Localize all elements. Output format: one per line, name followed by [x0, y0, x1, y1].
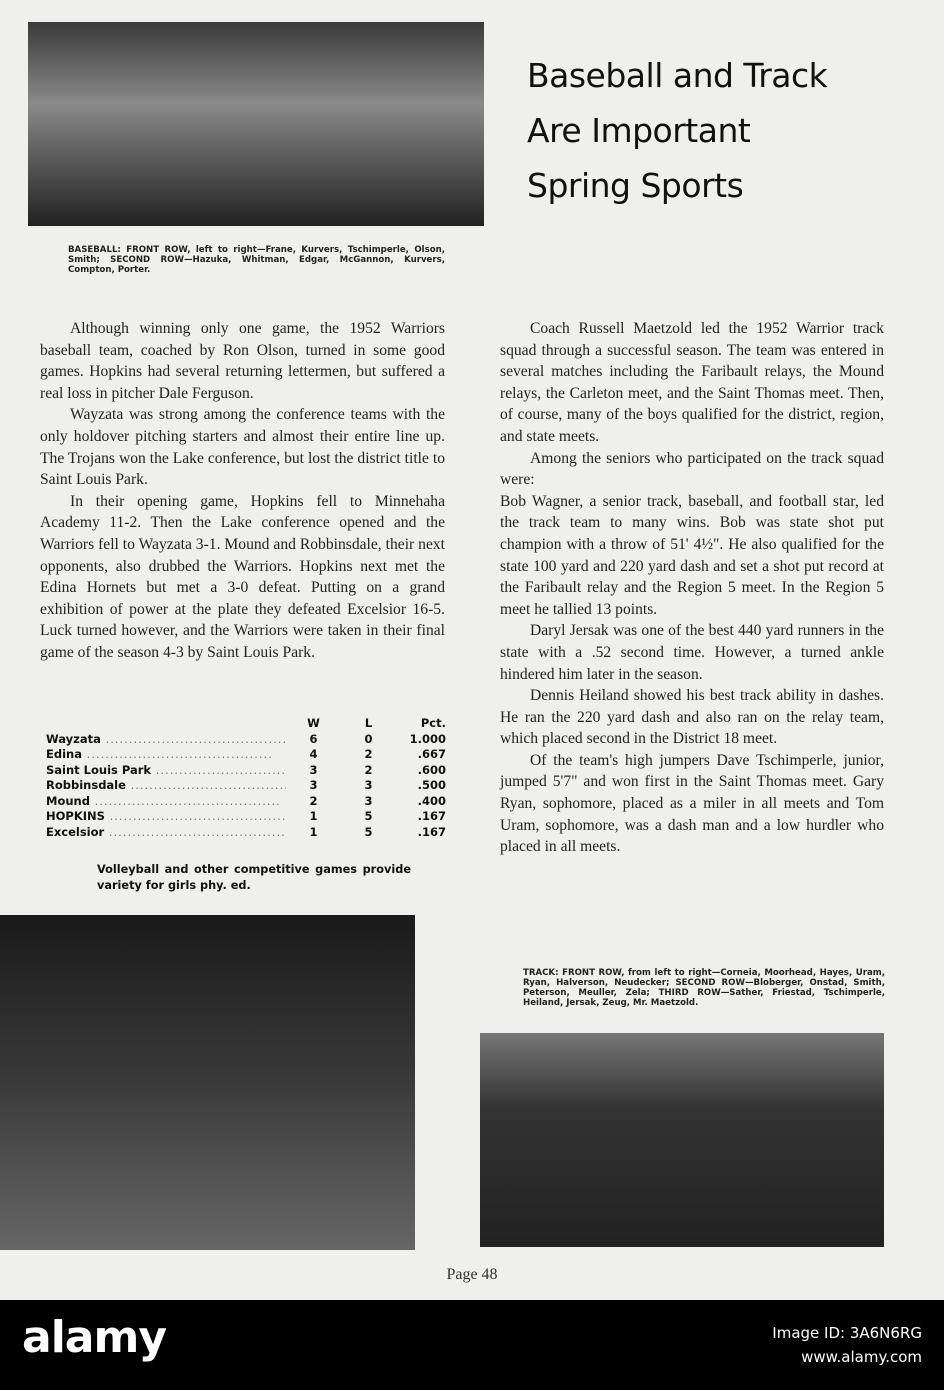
- paragraph: Wayzata was strong among the conference teams with the only holdover pitching starters and almost their entire line up. The Trojans won the Lake conference, but lost the district title to Saint Louis Park.: [40, 406, 445, 489]
- standings-table: [46, 716, 446, 840]
- cell-pct: 1.000: [409, 731, 446, 746]
- title-line: Baseball and Track: [527, 56, 828, 95]
- cell-w: 2: [309, 793, 318, 808]
- cell-team: Excelsior .....: [46, 825, 286, 841]
- title-line: Are Important: [527, 111, 751, 150]
- cell-w: 1: [309, 809, 318, 823]
- alamy-logo: alamy: [22, 1312, 166, 1363]
- page-number: Page 48: [446, 1266, 498, 1283]
- table-row: [46, 809, 446, 825]
- image-id: Image ID: 3A6N6RG: [772, 1324, 922, 1342]
- paragraph: Bob Wagner, a senior track, baseball, and football star, led the track team to many wins. Bob was state shot put champion with a throw of 51' 4½". He also qualified for the state 100 yard and 220 yard dash and set a shot put record at the Faribault relay and the Region 5 meet. In the Region 5 meet he tallied 13 points.: [500, 492, 884, 618]
- paragraph: Coach Russell Maetzold led the 1952 Warrior track squad through a successful season. The team was entered in several matches including the Faribault relays, the Mound relays, the Carleton meet, and the Saint Thomas meet. Then, of course, many of the boys qualified for the district, region, and state meets.: [500, 320, 884, 445]
- table-row: [46, 825, 446, 841]
- cell-team: Mound .....: [46, 794, 286, 810]
- cell-w: 1: [309, 824, 318, 839]
- paragraph: Although winning only one game, the 1952 Warriors baseball team, coached by Ron Olson, turned in some good games. Hopkins had several returning lettermen, but suffered a real loss in pitcher Dale Ferguson.: [40, 320, 445, 402]
- paragraph: In their opening game, Hopkins fell to Minnehaha Academy 11-2. Then the Lake conference opened and the Warriors fell to Wayzata 3-1. Mound and Robbinsdale, their next opponents, also drubbed the Warriors. Hopkins next met the Edina Hornets but met a 3-0 defeat. Putting on a grand exhibition of power at the plate they defeated Excelsior 16-5. Luck turned however, and the Warriors were taken in their final game of the season 4-3 by Saint Louis Park.: [40, 492, 445, 661]
- cell-l: 5: [364, 809, 373, 823]
- track-article: [500, 318, 884, 858]
- header-pct: Pct.: [420, 716, 446, 730]
- stock-watermark-banner: [0, 1300, 944, 1390]
- cell-team: Robbinsdale .....: [46, 778, 286, 794]
- cell-team: Saint Louis Park .....: [46, 763, 286, 779]
- cell-pct: .600: [417, 762, 446, 777]
- paragraph: Dennis Heiland showed his best track ability in dashes. He ran the 220 yard dash and also ran on the relay team, which placed second in the District 18 meet.: [500, 687, 884, 748]
- page-title: [527, 48, 827, 213]
- cell-team: Wayzata .....: [46, 732, 286, 748]
- cell-l: 2: [364, 747, 373, 761]
- volleyball-photo: [0, 915, 415, 1250]
- cell-w: 3: [309, 762, 318, 777]
- paragraph: Daryl Jersak was one of the best 440 yard runners in the state with a .52 second time. However, a turned ankle hindered him later in the season.: [500, 622, 884, 683]
- cell-pct: .167: [417, 824, 446, 839]
- baseball-article: [40, 318, 445, 664]
- cell-pct: .500: [417, 778, 446, 792]
- title-line: Spring Sports: [527, 166, 744, 205]
- header-w: W: [307, 716, 320, 730]
- volleyball-caption: Volleyball and other competitive games provide variety for girls phy. ed.: [97, 863, 411, 892]
- cell-w: 3: [309, 778, 318, 792]
- baseball-caption: BASEBALL: FRONT ROW, left to right—Frane, Kurvers, Tschimperle, Olson, Smith; SECOND ROW—Hazuka, Whitman, Edgar, McGannon, Kurvers, Compton, Porter.: [68, 245, 445, 275]
- cell-l: 2: [364, 762, 373, 777]
- cell-pct: .167: [417, 809, 446, 823]
- table-row: [46, 778, 446, 794]
- site-url: www.alamy.com: [801, 1348, 922, 1366]
- table-row: [46, 732, 446, 748]
- cell-l: 5: [364, 824, 373, 839]
- track-caption: TRACK: FRONT ROW, from left to right—Corneia, Moorhead, Hayes, Uram, Ryan, Halverson, Neudecker; SECOND ROW—Bloberger, Onstad, Smith, Peterson, Meuller, Zela; THIRD ROW—Sather, Friestad, Tschimperle, Heiland, Jersak, Zeug, Mr. Maetzold.: [523, 968, 885, 1008]
- table-row: [46, 763, 446, 779]
- cell-l: 3: [364, 793, 373, 808]
- paragraph: Among the seniors who participated on the track squad were:: [500, 449, 884, 489]
- track-team-photo: [480, 1033, 884, 1247]
- cell-team: Edina .....: [46, 747, 286, 763]
- cell-pct: .400: [417, 793, 446, 808]
- table-row: [46, 794, 446, 810]
- cell-w: 4: [309, 747, 318, 761]
- cell-l: 3: [364, 778, 373, 792]
- baseball-team-photo: [28, 22, 484, 226]
- table-row: [46, 747, 446, 763]
- cell-w: 6: [309, 731, 318, 746]
- cell-pct: .667: [417, 747, 446, 761]
- cell-team: HOPKINS .....: [46, 809, 286, 825]
- paragraph: Of the team's high jumpers Dave Tschimperle, junior, jumped 5'7" and won first in the Saint Thomas meet. Gary Ryan, sophomore, placed as a miler in all meets and Tom Uram, sophomore, was a dash man and a low hurdler who placed in all meets.: [500, 751, 884, 856]
- header-l: L: [364, 716, 373, 730]
- cell-l: 0: [364, 731, 373, 746]
- table-header: [46, 716, 446, 732]
